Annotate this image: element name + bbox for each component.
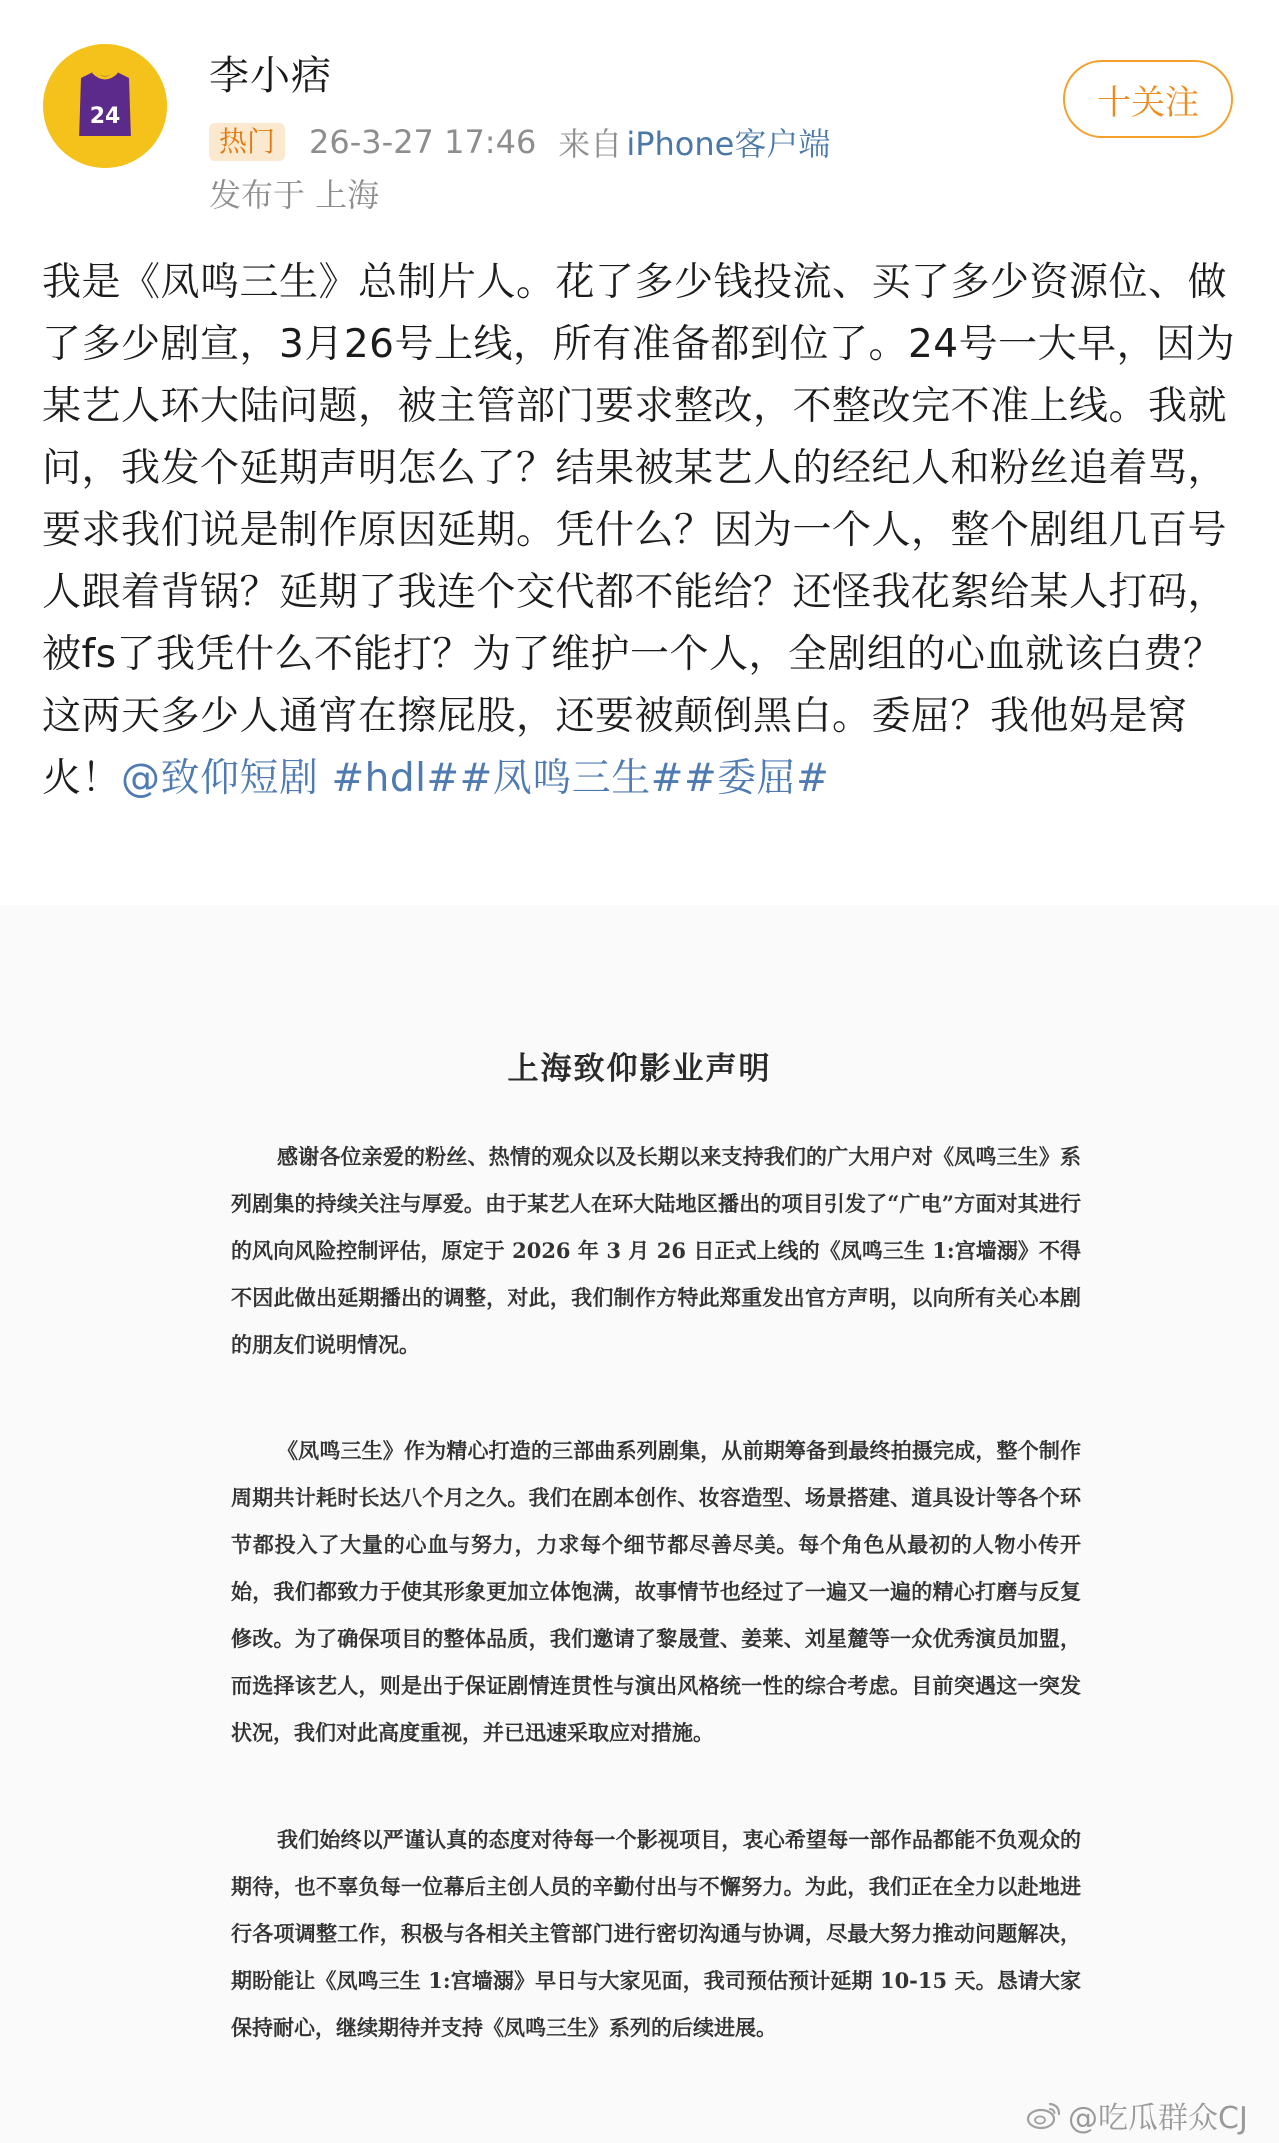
jersey-icon: [43, 44, 167, 168]
weibo-logo-icon: [1026, 2100, 1062, 2130]
post-meta: [209, 120, 830, 164]
source-prefix: 来自: [558, 125, 623, 163]
hashtag-links[interactable]: #hdl##凤鸣三生##委屈#: [331, 756, 830, 801]
watermark: [1026, 2093, 1248, 2137]
watermark-text: @吃瓜群众CJ: [1068, 2101, 1248, 2136]
statement-title: 上海致仰影业声明: [507, 1051, 772, 1087]
follow-button[interactable]: 十关注: [1063, 60, 1233, 138]
hot-badge[interactable]: 热门: [209, 123, 285, 161]
post-location: 发布于 上海: [209, 176, 380, 214]
post-time: 26-3-27 17:46: [309, 123, 537, 161]
statement-paragraph: 我们始终以严谨认真的态度对待每一个影视项目，衷心希望每一部作品都能不负观众的期待，也不辜负每一位幕后主创人员的辛勤付出与不懈努力。为此，我们正在全力以赴地进行各项调整工作，积极与各相关主管部门进行密切沟通与协调，尽最大努力推动问题解决，期盼能让《凤鸣三生 1:宫墙溺》早日与大家见面，我司预估预计延期 10-15 天。恳请大家保持耐心，继续期待并支持《凤鸣三生》系列的后续进展。: [231, 1827, 1081, 2040]
post-body-text: 我是《凤鸣三生》总制片人。花了多少钱投流、买了多少资源位、做了多少剧宣，3月26号上线，所有准备都到位了。24号一大早，因为某艺人环大陆问题，被主管部门要求整改，不整改完不准上线。我就问，我发个延期声明怎么了？结果被某艺人的经纪人和粉丝追着骂，要求我们说是制作原因延期。凭什么？因为一个人，整个剧组几百号人跟着背锅？延期了我连个交代都不能给？还怪我花絮给某人打码，被fs了我凭什么不能打？为了维护一个人，全剧组的心血就该白费？这两天多少人通宵在擦屁股，还要被颠倒黑白。委屈？我他妈是窝火！: [42, 260, 1236, 801]
avatar[interactable]: [43, 44, 167, 168]
statement-paragraph: 感谢各位亲爱的粉丝、热情的观众以及长期以来支持我们的广大用户对《凤鸣三生》系列剧集的持续关注与厚爱。由于某艺人在环大陆地区播出的项目引发了“广电”方面对其进行的风向风险控制评估，原定于 2026 年 3 月 26 日正式上线的《凤鸣三生 1:宫墙溺》不得不因此做出延期播出的调整，对此，我们制作方特此郑重发出官方声明，以向所有关心本剧的朋友们说明情况。: [231, 1144, 1081, 1357]
jersey-number: 24: [89, 104, 121, 129]
post-text: [42, 252, 1238, 810]
source-client[interactable]: iPhone客户端: [626, 125, 831, 163]
statement-image[interactable]: [0, 905, 1279, 2143]
statement-paragraph: 《凤鸣三生》作为精心打造的三部曲系列剧集，从前期筹备到最终拍摄完成，整个制作周期共计耗时长达八个月之久。我们在剧本创作、妆容造型、场景搭建、道具设计等各个环节都投入了大量的心血与努力，力求每个细节都尽善尽美。每个角色从最初的人物小传开始，我们都致力于使其形象更加立体饱满，故事情节也经过了一遍又一遍的精心打磨与反复修改。为了确保项目的整体品质，我们邀请了黎晟萱、姜莱、刘星麓等一众优秀演员加盟，而选择该艺人，则是出于保证剧情连贯性与演出风格统一性的综合考虑。目前突遇这一突发状况，我们对此高度重视，并已迅速采取应对措施。: [231, 1438, 1081, 1745]
mention-link[interactable]: @致仰短剧: [121, 756, 319, 801]
username[interactable]: 李小痞: [209, 53, 332, 99]
